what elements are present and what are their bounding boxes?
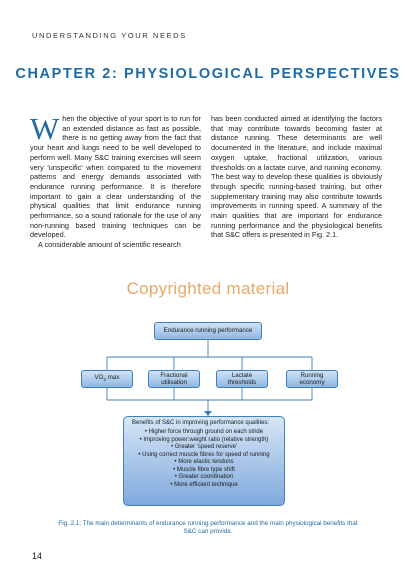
- box-lactate-line2: thresholds: [227, 379, 257, 386]
- benefits-title: Benefits of S&C in improving performance qualities:: [132, 420, 270, 426]
- figure-caption: Fig. 2.1: The main determinants of endurance running performance and the main physiological benefits that S&C can provide.: [58, 520, 358, 535]
- benefit-item: • More efficient technique: [170, 481, 238, 488]
- box-vo2max-label: $VO_2$ max: [94, 374, 120, 383]
- box-endurance-performance: [154, 322, 262, 340]
- benefit-item: • Using correct muscle fibres for speed of running: [138, 451, 270, 458]
- column-right: [211, 114, 382, 292]
- box-fractional-utilisation: [148, 370, 200, 388]
- paragraph-intro: [30, 111, 201, 240]
- box-running-line2: economy: [299, 379, 325, 386]
- copyright-watermark: Copyrighted material: [126, 279, 290, 298]
- box-fractional-line1: Fractional: [160, 371, 188, 379]
- paragraph-determinants: has been conducted aimed at identifying the factors that may contribute towards becoming faster at distance running. These determinants are well documented in the literature, and include maximal oxygen uptake, fractional utilization, various thresholds on a lactate curve, and running economy. The best way to develop these qualities is obviously through specific running-based training, but other supplementary training may also contribute towards improvements in running speed. A summary of the main qualities that are important for endurance running performance and the physiological benefits that S&C offers is presented in Fig. 2.1.: [211, 114, 382, 240]
- page-number: 14: [32, 551, 43, 561]
- drop-cap: W: [30, 111, 60, 146]
- box-sc-benefits: [123, 416, 285, 506]
- box-lactate-line1: Lactate: [231, 371, 253, 379]
- box-vo2max: [81, 370, 133, 388]
- benefit-item: • Greater 'speed reserve': [170, 444, 238, 451]
- box-fractional-line2: utilisation: [161, 379, 187, 386]
- body-text: [30, 111, 382, 292]
- benefit-item: • Higher force through ground on each stride: [144, 429, 264, 436]
- paragraph-research: A considerable amount of scientific research: [38, 240, 181, 250]
- box-running-economy: [286, 370, 338, 388]
- benefit-item: • Improving power:weight ratio (relative strength): [139, 436, 269, 443]
- paragraph-intro-text: hen the objective of your sport is to run for an extended distance as fast as possible, there is no getting away from the fact that your heart and lungs need to be well developed to perform well. Many S&C training exercises will seem very 'unspecific' when compared to the movement patterns and energy demands associated with endurance running performance. It is therefore important to gain a clear understanding of the physical qualities that limit endurance running performance, so a sound rationale for the use of any non-running based training techniques can be developed.: [30, 114, 201, 240]
- benefit-item: • More elastic tendons: [174, 459, 234, 466]
- running-header: UNDERSTANDING YOUR NEEDS: [32, 31, 187, 40]
- benefit-item: • Greater coordination: [174, 474, 234, 481]
- box-endurance-performance-label: Endurance running performance: [163, 327, 253, 335]
- benefit-item: • Muscle fibre type shift: [173, 466, 235, 473]
- column-left: [30, 111, 201, 292]
- box-running-line1: Running: [300, 371, 324, 379]
- box-lactate-thresholds: [216, 370, 268, 388]
- chapter-title: CHAPTER 2: PHYSIOLOGICAL PERSPECTIVES: [15, 66, 401, 82]
